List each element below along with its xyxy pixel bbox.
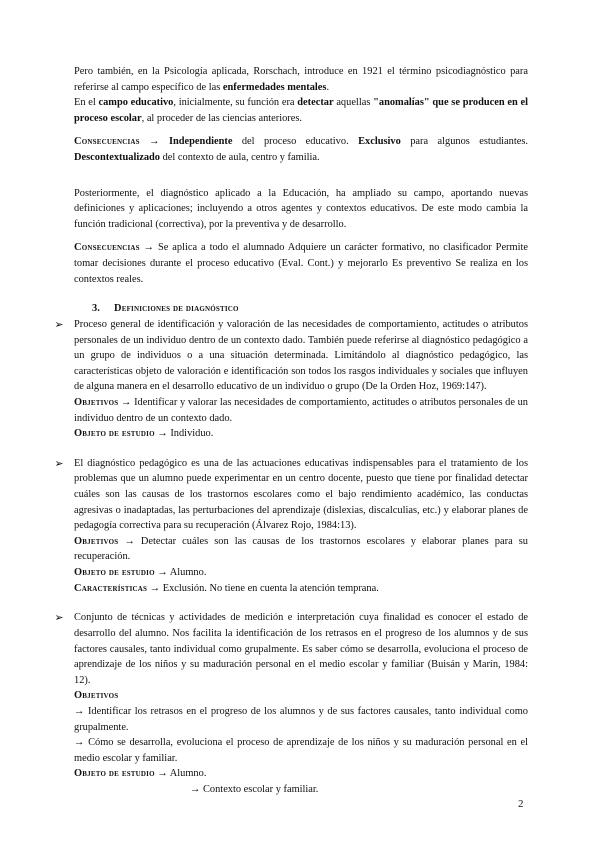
object-of-study-line: Objeto de estudio → Alumno. [74,567,207,579]
object-of-study-line: Objeto de estudio → Individuo. [74,428,214,440]
arrow-bullet-icon: ➢ [54,318,64,331]
definition-item-2 [54,456,528,596]
definition-text: Conjunto de técnicas y actividades de medición e interpretación cuya finalidad es conocer el estado de desarrollo del alumno. Nos facilita la identificación de los retrasos en el progreso de los alumnos y de sus factores causales, tanto individual como grupalmente. Es saber cómo se desarrolla, evoluciona el proceso de aprendizaje de los niños y su maduración personal en el medio escolar y familiar (Buisán y Marín, 1984: 12). [74,612,528,686]
consequences-paragraph-2: Consecuencias → Se aplica a todo el alumnado Adquiere un carácter formativo, no clasificador Permite tomar decisiones durante el proceso educativo (Eval. Cont.) y mejorarlo Es preventivo Se realiza en los contextos reales. [74,242,528,285]
arrow-bullet-icon: ➢ [54,612,64,625]
definition-item-1 [54,317,528,442]
definition-text: Proceso general de identificación y valoración de las necesidades de comportamiento, actitudes o atributos personales de un individuo dentro de un contexto dado. También puede referirse al diagnóstico pedagógico a un grupo de individuos o a una situación determinada. Limitándolo al diagnóstico pedagógico, las características objeto de valoración e identificación son todos los rasgos individuales y sociales que influyen de alguna manera en el desarrollo educativo de un individuo o grupo (De la Orden Hoz, 1969:147). [74,318,528,393]
definition-item-3 [54,610,528,797]
intro-paragraph: Pero también, en la Psicología aplicada, Rorschach, introduce en 1921 el término psicodiagnóstico para referirse al campo específico de las enfermedades mentales. En el campo educativo, inicialmente, su función era detectar aquellas "anomalías" que se producen en el proceso escolar, al proceder de las ciencias anteriores. [74,66,528,124]
object-of-study-line: Objeto de estudio → Alumno. [74,768,207,780]
page-number: 2 [518,798,524,810]
characteristics-line: Características → Exclusión. No tiene en cuenta la atención temprana. [74,582,379,594]
objective-item-1: → Identificar los retrasos en el progreso de los alumnos y de sus factores causales, tanto individual como grupalmente. [74,705,528,733]
definition-text: El diagnóstico pedagógico es una de las actuaciones educativas indispensables para el tratamiento de los problemas que un alumno puede experimentar en un centro docente, puesto que tiene por finalidad detectar cuáles son las causas de los trastornos escolares como el bajo rendimiento académico, las conductas agresivas o inadaptadas, las perturbaciones del aprendizaje (dislexias, discalculias, etc.) y elaborar planes de pedagogía correctiva para su recuperación (Álvarez Rojo, 1984:13). [74,457,528,532]
objective-item-2: → Cómo se desarrolla, evoluciona el proceso de aprendizaje de los niños y su maduración personal en el medio escolar y familiar. [74,737,528,764]
posterior-paragraph: Posteriormente, el diagnóstico aplicado a la Educación, ha ampliado su campo, aportando nuevas definiciones y aplicaciones; incluyendo a otros agentes y contextos educativos. De este modo cambia la función tradicional (correctiva), por la preventiva y de desarrollo. [74,187,528,230]
arrow-bullet-icon: ➢ [54,457,64,470]
objectives-heading: Objetivos [74,690,119,702]
section-heading: 3. Definiciones de diagnóstico [92,303,239,315]
objectives-line: Objetivos → Identificar y valorar las necesidades de comportamiento, actitudes o atributos personales de un individuo dentro de un contexto dado. [74,396,528,424]
objectives-line: Objetivos → Detectar cuáles son las causas de los trastornos escolares y elaborar planes para su recuperación. [74,535,528,563]
consequences-paragraph-1: Consecuencias → Independiente del proceso educativo. Exclusivo para algunos estudiantes. Descontextualizado del contexto de aula, centro y familia. [74,136,528,164]
document-page [54,64,528,798]
object-of-study-line-2: → Contexto escolar y familiar. [190,783,319,795]
